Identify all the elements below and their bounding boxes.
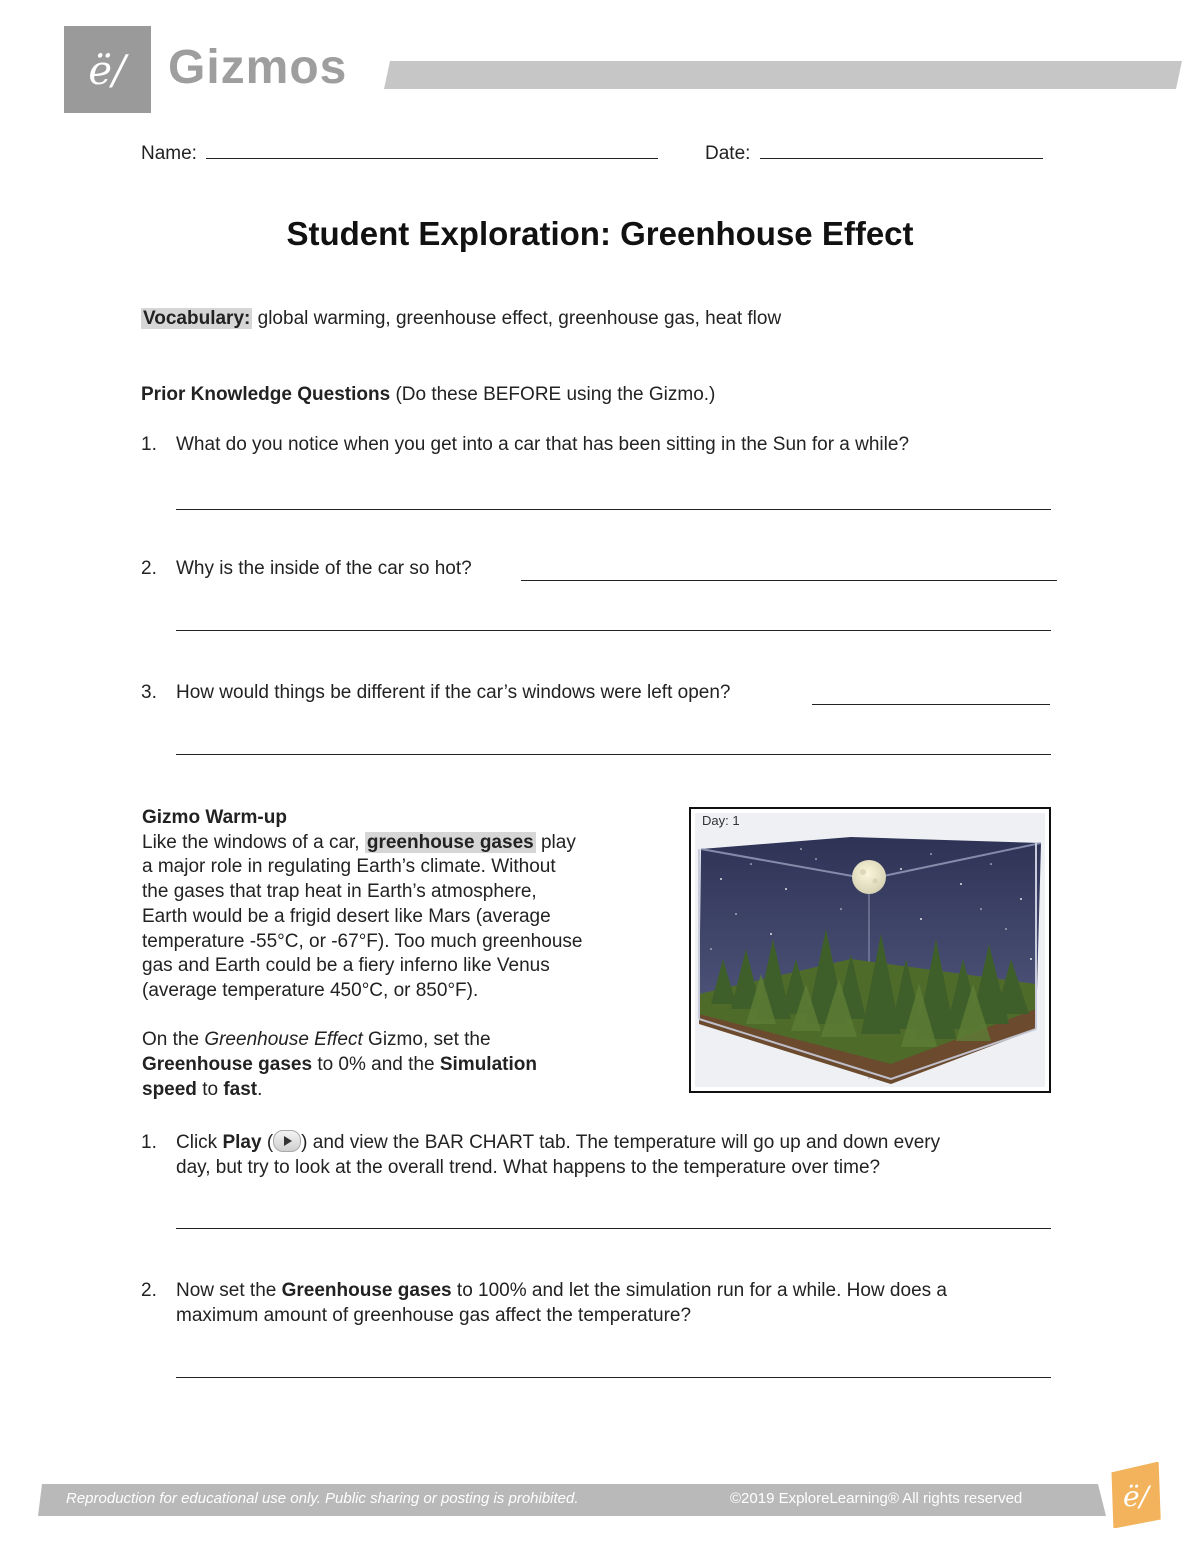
footer-copyright: ©2019 ExploreLearning® All rights reserved [730,1490,1023,1507]
simulation-screenshot [689,807,1051,1093]
gizmos-logo [64,26,151,113]
play-icon [273,1130,301,1152]
prior-question-2: 2. Why is the inside of the car so hot? [141,558,472,579]
explorelearning-logo-icon [64,26,151,113]
header-bar [384,61,1182,89]
warmup-paragraph-2: On the Greenhouse Effect Gizmo, set the Greenhouse gases to 0% and the Simulation speed to fast. [142,1029,537,1100]
answer-line-prior-1[interactable] [176,508,1051,510]
warmup-heading: Gizmo Warm-up [142,807,287,828]
answer-line-warmup-2[interactable] [176,1376,1051,1378]
answer-line-prior-2a[interactable] [521,579,1057,581]
warmup-question-2: 2. Now set the Greenhouse gases to 100% and let the simulation run for a while. How does a maximum amount of greenhouse gas affect the temperature? [141,1280,947,1326]
footer-logo-icon [1106,1462,1166,1528]
greenhouse-cube-illustration [691,809,1049,1091]
vocabulary-terms: global warming, greenhouse effect, greenhouse gas, heat flow [257,308,782,329]
prior-knowledge-heading: Prior Knowledge Questions (Do these BEFORE using the Gizmo.) [141,384,716,405]
prior-question-3: 3. How would things be different if the car’s windows were left open? [141,682,731,703]
date-field [705,143,1043,165]
greenhouse-gases-term: greenhouse gases [366,831,534,853]
vocabulary-line [141,308,781,330]
prior-question-1: 1. What do you notice when you get into a car that has been sitting in the Sun for a while? [141,434,910,455]
svg-text:ë/: ë/ [1122,1480,1150,1513]
answer-line-prior-2b[interactable] [176,629,1051,631]
answer-line-warmup-1[interactable] [176,1227,1051,1229]
page-title: Student Exploration: Greenhouse Effect [286,215,914,252]
date-label: Date: [705,143,751,164]
day-label: Day: 1 [702,813,740,828]
warmup-paragraph-1: Like the windows of a car, greenhouse gases play a major role in regulating Earth’s climate. Without the gases that trap heat in Earth’s atmosphere, Earth would be a frigid desert like Mars (average temperature -55°C, or -67°F). Too much greenhouse gas and Earth could be a fiery inferno like Venus (average temperature 450°C, or 850°F). [142,831,583,1001]
answer-line-prior-3b[interactable] [176,753,1051,755]
answer-line-prior-3a[interactable] [812,703,1050,705]
svg-text:ë/: ë/ [88,48,126,94]
name-field [141,143,658,165]
name-input-line[interactable] [206,157,658,159]
footer-disclaimer: Reproduction for educational use only. Public sharing or posting is prohibited. [66,1490,579,1507]
warmup-question-1: 1. Click Play ( ) and view the BAR CHART tab. The temperature will go up and down every day, but try to look at the overall trend. What happens to the temperature over time? [141,1130,940,1180]
name-label: Name: [141,143,197,164]
vocabulary-label: Vocabulary: [143,308,251,329]
date-input-line[interactable] [760,157,1043,159]
warmup-section [142,806,647,1102]
brand-name: Gizmos [168,41,348,94]
